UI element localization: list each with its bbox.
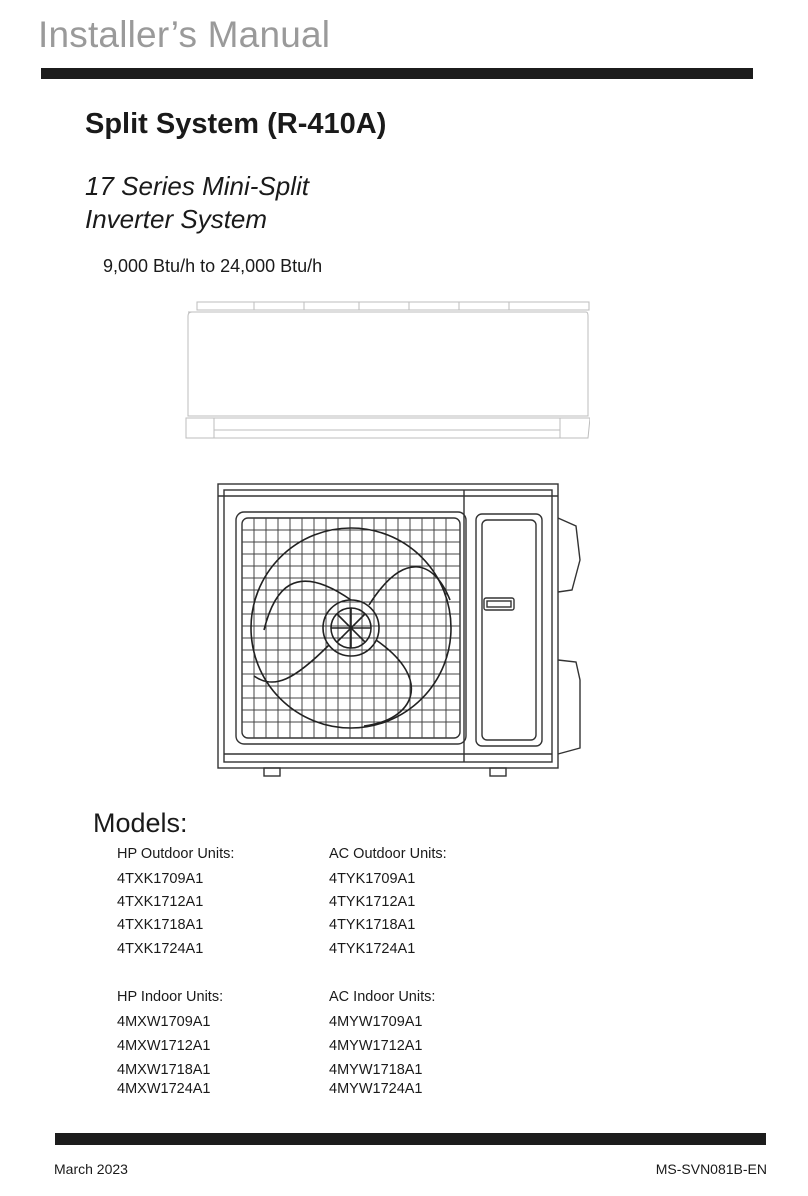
model-number: 4MYW1718A1 [329,1062,423,1078]
document-code: MS-SVN081B-EN [655,1161,767,1177]
hp-outdoor-label: HP Outdoor Units: [117,846,235,862]
ac-outdoor-label: AC Outdoor Units: [329,846,447,862]
hp-indoor-label: HP Indoor Units: [117,989,224,1005]
model-number: 4MXW1724A1 [117,1081,211,1097]
publication-date: March 2023 [54,1161,128,1177]
main-title: Split System (R-410A) [85,108,387,140]
model-number: 4MYW1724A1 [329,1081,423,1097]
top-rule [41,68,753,79]
ac-indoor-label: AC Indoor Units: [329,989,436,1005]
document-type-title: Installer’s Manual [38,14,331,55]
outdoor-unit-illustration [214,480,588,780]
model-number: 4MXW1718A1 [117,1062,211,1078]
models-heading: Models: [93,808,188,838]
model-number: 4MYW1709A1 [329,1014,423,1030]
subtitle-line-2: Inverter System [85,204,268,234]
bottom-rule [55,1133,766,1145]
model-number: 4TXK1718A1 [117,917,204,933]
model-number: 4TYK1718A1 [329,917,416,933]
model-number: 4MXW1709A1 [117,1014,211,1030]
indoor-unit-illustration [184,300,590,444]
model-number: 4TXK1724A1 [117,941,204,957]
subtitle-line-1: 17 Series Mini-Split [85,171,309,201]
model-number: 4MXW1712A1 [117,1038,211,1054]
model-number: 4TYK1712A1 [329,894,416,910]
capacity-range: 9,000 Btu/h to 24,000 Btu/h [103,256,323,276]
model-number: 4TYK1709A1 [329,871,416,887]
model-number: 4TYK1724A1 [329,941,416,957]
model-number: 4TXK1712A1 [117,894,204,910]
model-number: 4TXK1709A1 [117,871,204,887]
subtitle [85,170,309,236]
model-number: 4MYW1712A1 [329,1038,423,1054]
